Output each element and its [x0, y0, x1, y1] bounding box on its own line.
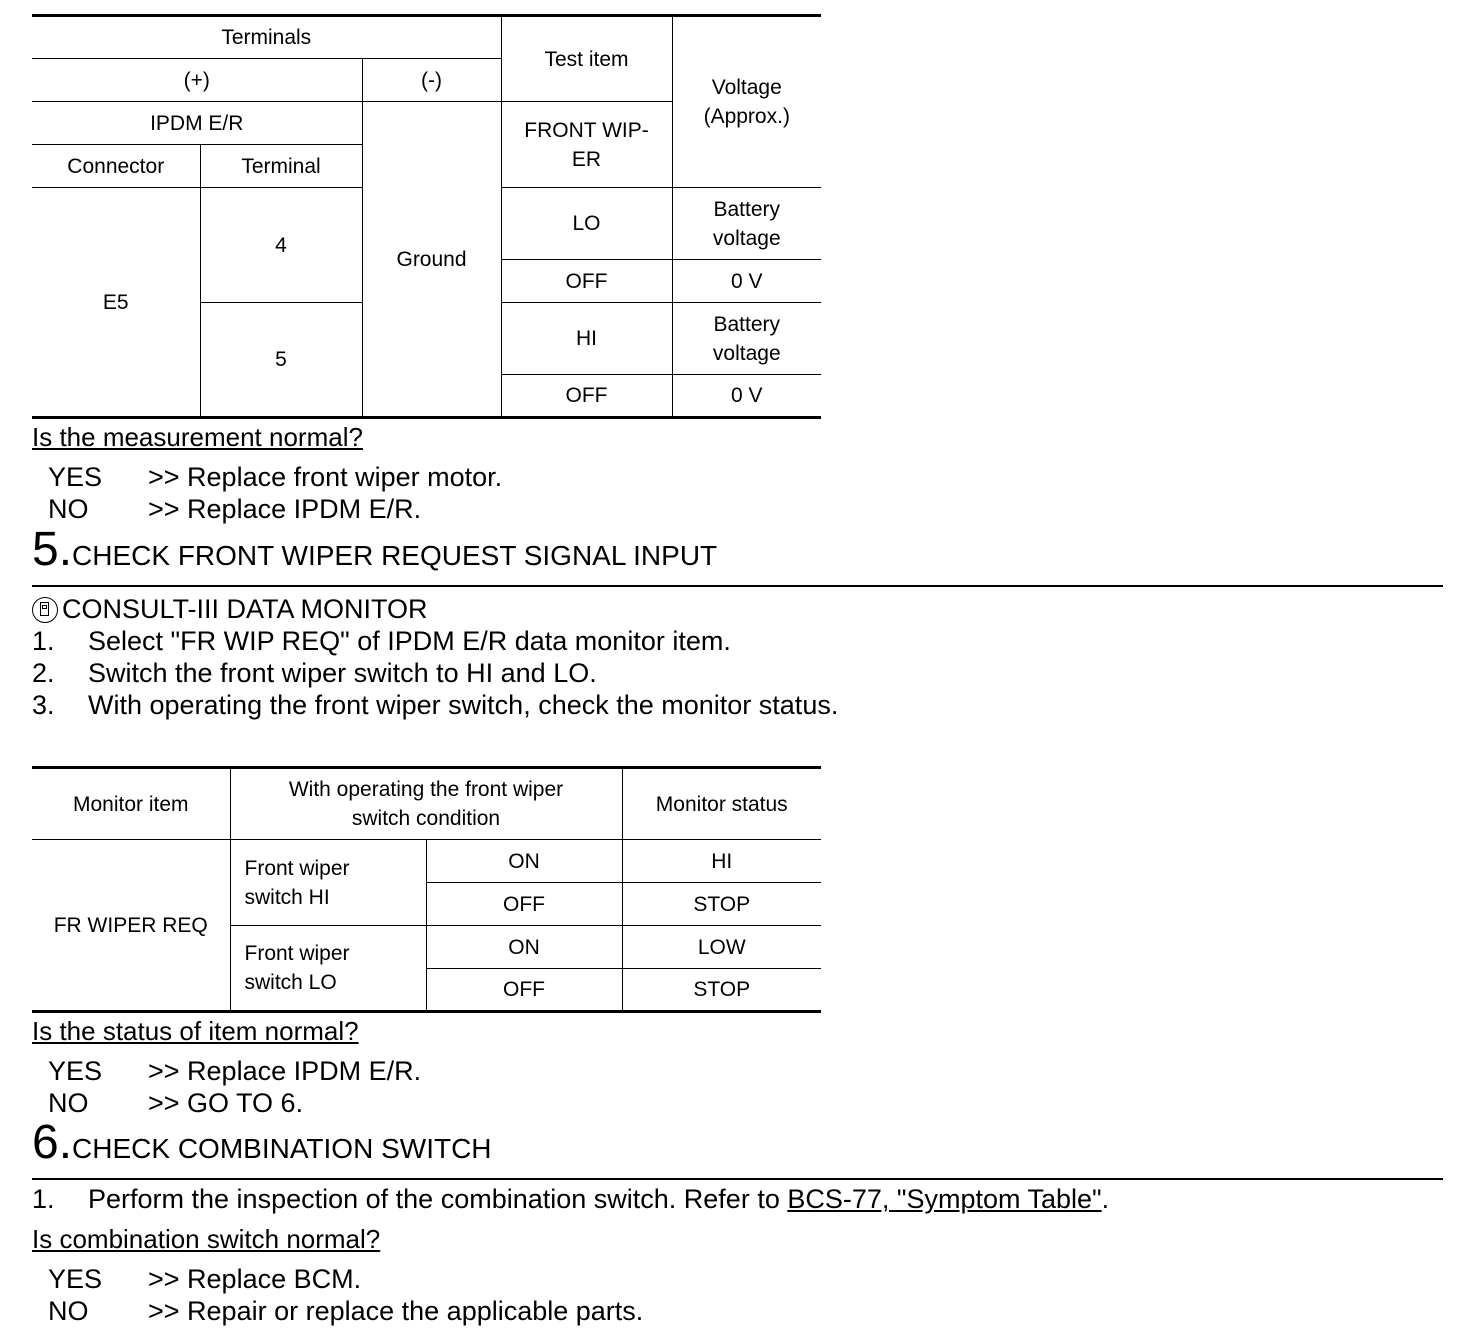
status-cell: STOP — [622, 883, 821, 926]
test-item-off: OFF — [501, 375, 672, 418]
consult-icon — [32, 597, 58, 623]
minus-header: (-) — [362, 59, 501, 102]
step-5-heading: CHECK FRONT WIPER REQUEST SIGNAL INPUT — [72, 540, 718, 571]
list-item — [32, 1184, 1109, 1215]
section-divider — [32, 1178, 1443, 1180]
test-item-lo: LO — [501, 188, 672, 260]
monitor-status-table — [32, 766, 821, 1013]
connector-e5: E5 — [32, 188, 200, 418]
list-text: Select "FR WIP REQ" of IPDM E/R data monitor item. — [88, 626, 731, 656]
answer-no — [48, 1296, 643, 1327]
no-key: NO — [48, 1088, 89, 1118]
yes-key: YES — [48, 462, 103, 492]
terminals-header: Terminals — [32, 16, 501, 59]
step-5-title — [32, 522, 717, 577]
state-on: ON — [426, 840, 622, 883]
switch-lo-cell: Front wiper switch LO — [230, 926, 426, 1012]
list-text: Perform the inspection of the combination switch. Refer to — [88, 1184, 788, 1214]
voltage-cell: Battery voltage — [672, 188, 821, 260]
status-cell: LOW — [622, 926, 821, 969]
answer-no — [48, 494, 421, 525]
list-item — [32, 690, 838, 721]
state-off: OFF — [426, 969, 622, 1012]
yes-text: >> Replace IPDM E/R. — [148, 1056, 422, 1086]
terminal-voltage-table — [32, 14, 821, 419]
plus-header: (+) — [32, 59, 362, 102]
terminal-5: 5 — [200, 303, 362, 418]
terminal-4: 4 — [200, 188, 362, 303]
yes-text: >> Replace front wiper motor. — [148, 462, 503, 492]
measurement-question: Is the measurement normal? — [32, 422, 363, 452]
connector-header: Connector — [32, 145, 200, 188]
test-item-header: Test item — [501, 16, 672, 102]
no-text: >> Repair or replace the applicable parts. — [148, 1296, 644, 1326]
yes-text: >> Replace BCM. — [148, 1264, 362, 1294]
answer-yes — [48, 1264, 361, 1295]
state-on: ON — [426, 926, 622, 969]
list-number: 2. — [32, 658, 55, 688]
answer-yes — [48, 1056, 421, 1087]
step-6-heading: CHECK COMBINATION SWITCH — [72, 1133, 492, 1164]
list-number: 1. — [32, 626, 55, 656]
consult-line — [32, 594, 428, 625]
voltage-cell: 0 V — [672, 375, 821, 418]
condition-header: With operating the front wiper switch condition — [230, 768, 622, 840]
step-5-number: 5. — [32, 523, 73, 576]
no-text: >> GO TO 6. — [148, 1088, 304, 1118]
voltage-header: Voltage (Approx.) — [672, 16, 821, 188]
no-text: >> Replace IPDM E/R. — [148, 494, 422, 524]
front-wiper-header: FRONT WIP- ER — [501, 102, 672, 188]
combination-switch-question: Is combination switch normal? — [32, 1224, 381, 1254]
state-off: OFF — [426, 883, 622, 926]
yes-key: YES — [48, 1056, 103, 1086]
status-cell: STOP — [622, 969, 821, 1012]
answer-yes — [48, 462, 502, 493]
ipdm-header: IPDM E/R — [32, 102, 362, 145]
consult-label: CONSULT-III DATA MONITOR — [62, 594, 428, 624]
step-6-number: 6. — [32, 1116, 73, 1169]
list-item — [32, 626, 731, 657]
status-question: Is the status of item normal? — [32, 1016, 359, 1046]
list-text: With operating the front wiper switch, check the monitor status. — [88, 690, 839, 720]
list-number: 1. — [32, 1184, 55, 1214]
list-text: Switch the front wiper switch to HI and LO. — [88, 658, 597, 688]
list-number: 3. — [32, 690, 55, 720]
voltage-cell: 0 V — [672, 260, 821, 303]
no-key: NO — [48, 494, 89, 524]
symptom-table-link[interactable]: BCS-77, "Symptom Table" — [787, 1184, 1102, 1214]
terminal-header: Terminal — [200, 145, 362, 188]
test-item-off: OFF — [501, 260, 672, 303]
ground-cell: Ground — [362, 102, 501, 418]
section-divider — [32, 585, 1443, 587]
voltage-cell: Battery voltage — [672, 303, 821, 375]
step-6-title — [32, 1115, 492, 1170]
yes-key: YES — [48, 1264, 103, 1294]
list-text-end: . — [1101, 1184, 1110, 1214]
switch-hi-cell: Front wiper switch HI — [230, 840, 426, 926]
test-item-hi: HI — [501, 303, 672, 375]
status-cell: HI — [622, 840, 821, 883]
monitor-status-header: Monitor status — [622, 768, 821, 840]
fr-wiper-req-cell: FR WIPER REQ — [32, 840, 230, 1012]
monitor-item-header: Monitor item — [32, 768, 230, 840]
list-item — [32, 658, 597, 689]
no-key: NO — [48, 1296, 89, 1326]
